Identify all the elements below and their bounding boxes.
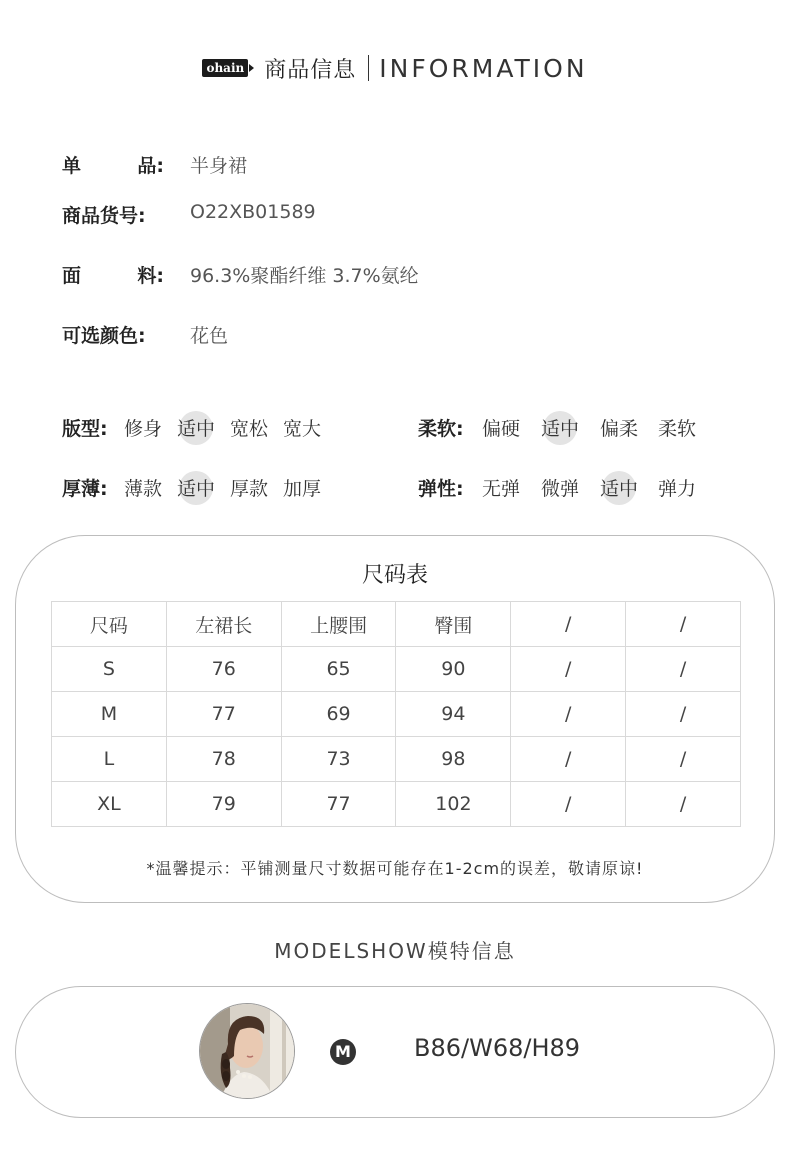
table-cell: / [511, 782, 626, 827]
table-cell: / [626, 647, 741, 692]
attr-label-thickness: 厚薄: [62, 478, 108, 500]
attr-option: 弹力 [658, 478, 697, 500]
section-title-en: INFORMATION [379, 53, 588, 83]
measurement-note: *温馨提示：平铺测量尺寸数据可能存在1-2cm的误差，敬请原谅! [146, 859, 644, 878]
attr-option: 修身 [124, 418, 163, 440]
table-header-cell: 臀围 [396, 602, 511, 647]
table-cell: 98 [396, 737, 511, 782]
table-cell: 69 [281, 692, 396, 737]
info-value-sku: O22XB01589 [190, 201, 316, 223]
table-cell: / [626, 692, 741, 737]
table-cell: 77 [281, 782, 396, 827]
attr-option: 微弹 [541, 478, 580, 500]
size-table-title: 尺码表 [361, 563, 428, 588]
attr-option: 无弹 [482, 478, 521, 500]
table-cell: 79 [166, 782, 281, 827]
attr-option-selected: 适中 [600, 474, 638, 501]
attr-option-selected: 适中 [177, 414, 215, 441]
table-cell: / [511, 647, 626, 692]
attr-label-softness: 柔软: [418, 418, 464, 440]
table-cell: 102 [396, 782, 511, 827]
table-cell: XL [52, 782, 167, 827]
info-label-fabric: 面 料: [62, 265, 164, 287]
table-header-cell: 左裙长 [166, 602, 281, 647]
model-avatar [199, 1003, 295, 1099]
info-label-product: 单 品: [62, 155, 164, 177]
table-cell: 73 [281, 737, 396, 782]
table-header-cell: / [626, 602, 741, 647]
title-divider [368, 55, 369, 81]
table-row [52, 737, 741, 782]
size-table [51, 601, 741, 827]
attr-option: 宽大 [283, 418, 322, 440]
table-header-cell: 上腰围 [281, 602, 396, 647]
model-portrait-image [200, 1004, 295, 1099]
info-value-product: 半身裙 [190, 155, 248, 177]
attr-option: 薄款 [124, 478, 163, 500]
attr-option: 柔软 [658, 418, 697, 440]
table-header-cell: / [511, 602, 626, 647]
brand-logo: ohain [202, 59, 248, 77]
table-cell: 77 [166, 692, 281, 737]
table-cell: M [52, 692, 167, 737]
table-header-cell: 尺码 [52, 602, 167, 647]
attr-option-selected: 适中 [177, 474, 215, 501]
attr-option: 加厚 [283, 478, 322, 500]
model-card [15, 986, 775, 1118]
table-cell: / [511, 692, 626, 737]
table-cell: 90 [396, 647, 511, 692]
attr-option: 偏硬 [482, 418, 521, 440]
model-size-badge: M [330, 1039, 356, 1065]
attr-option: 偏柔 [600, 418, 639, 440]
table-cell: L [52, 737, 167, 782]
section-title-cn: 商品信息 [264, 57, 357, 83]
table-cell: / [626, 737, 741, 782]
play-arrow-icon [249, 64, 254, 72]
info-value-colors: 花色 [190, 325, 229, 347]
attr-label-elasticity: 弹性: [418, 478, 464, 500]
table-header-row [52, 602, 741, 647]
page-header [0, 48, 790, 88]
table-cell: 65 [281, 647, 396, 692]
table-cell: 78 [166, 737, 281, 782]
table-cell: S [52, 647, 167, 692]
info-value-fabric: 96.3%聚酯纤维 3.7%氨纶 [190, 265, 419, 287]
table-cell: 76 [166, 647, 281, 692]
table-row [52, 692, 741, 737]
table-cell: / [511, 737, 626, 782]
model-section-title: MODELSHOW模特信息 [274, 939, 516, 963]
model-measurements: B86/W68/H89 [414, 1034, 581, 1062]
table-cell: / [626, 782, 741, 827]
table-row [52, 647, 741, 692]
attr-option: 宽松 [230, 418, 269, 440]
attr-option-selected: 适中 [541, 414, 579, 441]
attr-label-fit: 版型: [62, 418, 108, 440]
attr-option: 厚款 [230, 478, 269, 500]
table-cell: 94 [396, 692, 511, 737]
table-row [52, 782, 741, 827]
info-label-sku: 商品货号: [62, 205, 146, 227]
info-label-colors: 可选颜色: [62, 325, 146, 347]
